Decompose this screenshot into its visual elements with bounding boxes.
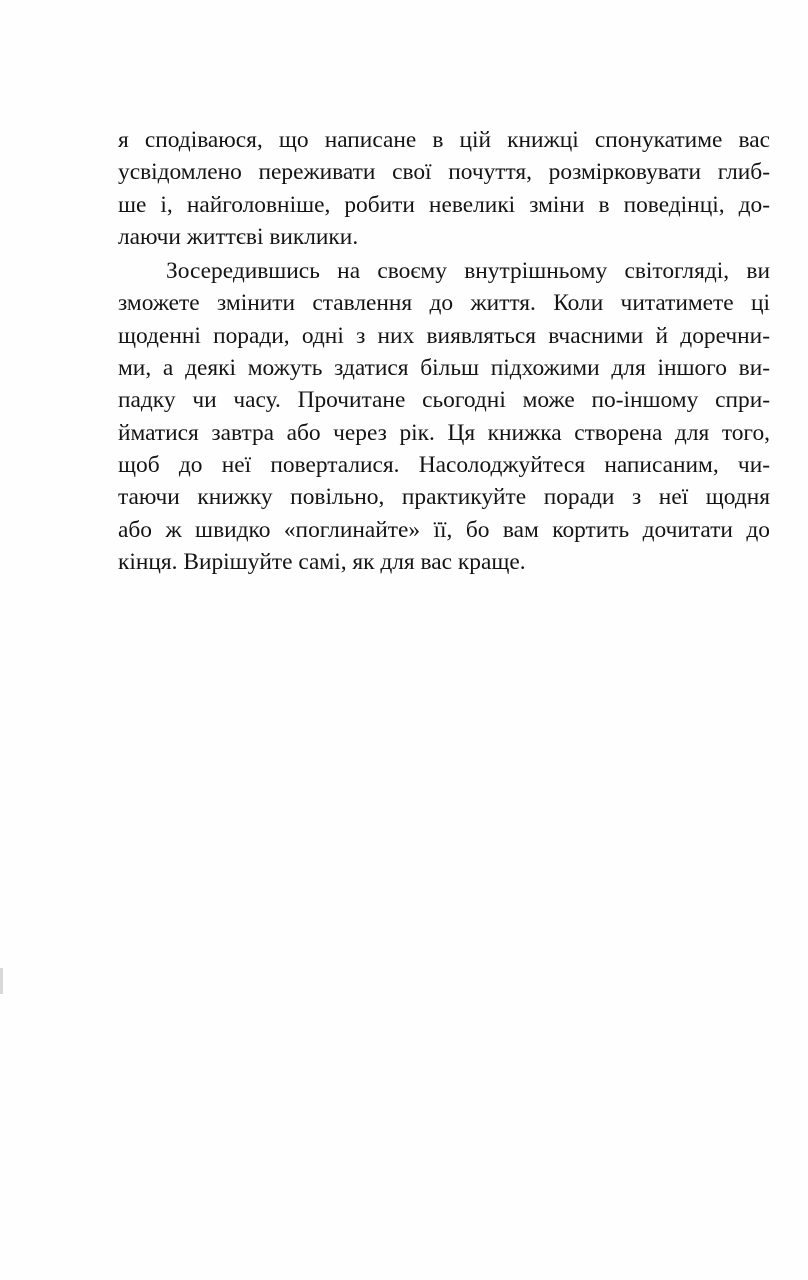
text-line: усвідомлено переживати свої почуття, розмірковувати глиб-: [118, 159, 770, 186]
paragraph-1: [118, 124, 770, 253]
text-line: щоденні поради, одні з них виявляться вчасними й доречни-: [118, 322, 770, 349]
text-line: або ж швидко «поглинайте» її, бо вам кортить дочитати до: [118, 516, 770, 543]
page-edge-mark: [0, 968, 3, 994]
text-line: падку чи часу. Прочитане сьогодні може по-іншому спри-: [118, 387, 770, 414]
text-line: щоб до неї поверталися. Насолоджуйтеся написаним, чи-: [118, 451, 770, 478]
text-line: ше і, найголовніше, робити невеликі зміни в поведінці, до-: [118, 191, 770, 218]
text-line: Зосередившись на своєму внутрішньому світогляді, ви: [166, 258, 770, 285]
reverse-page-bleed-through: [108, 585, 798, 1225]
text-line: я сподіваюся, що написане в цій книжці спонукатиме вас: [118, 127, 770, 153]
text-line: кінця. Вирішуйте самі, як для вас краще.: [118, 548, 526, 575]
text-line: лаючи життєві виклики.: [118, 223, 359, 250]
text-line: йматися завтра або через рік. Ця книжка створена для того,: [118, 419, 770, 446]
text-line: таючи книжку повільно, практикуйте поради з неї щодня: [118, 484, 770, 511]
paragraph-2: [118, 255, 770, 578]
text-line: зможете змінити ставлення до життя. Коли читатимете ці: [118, 290, 770, 317]
body-text: [118, 124, 770, 578]
text-line: ми, а деякі можуть здатися більш підхожими для іншого ви-: [118, 355, 770, 382]
